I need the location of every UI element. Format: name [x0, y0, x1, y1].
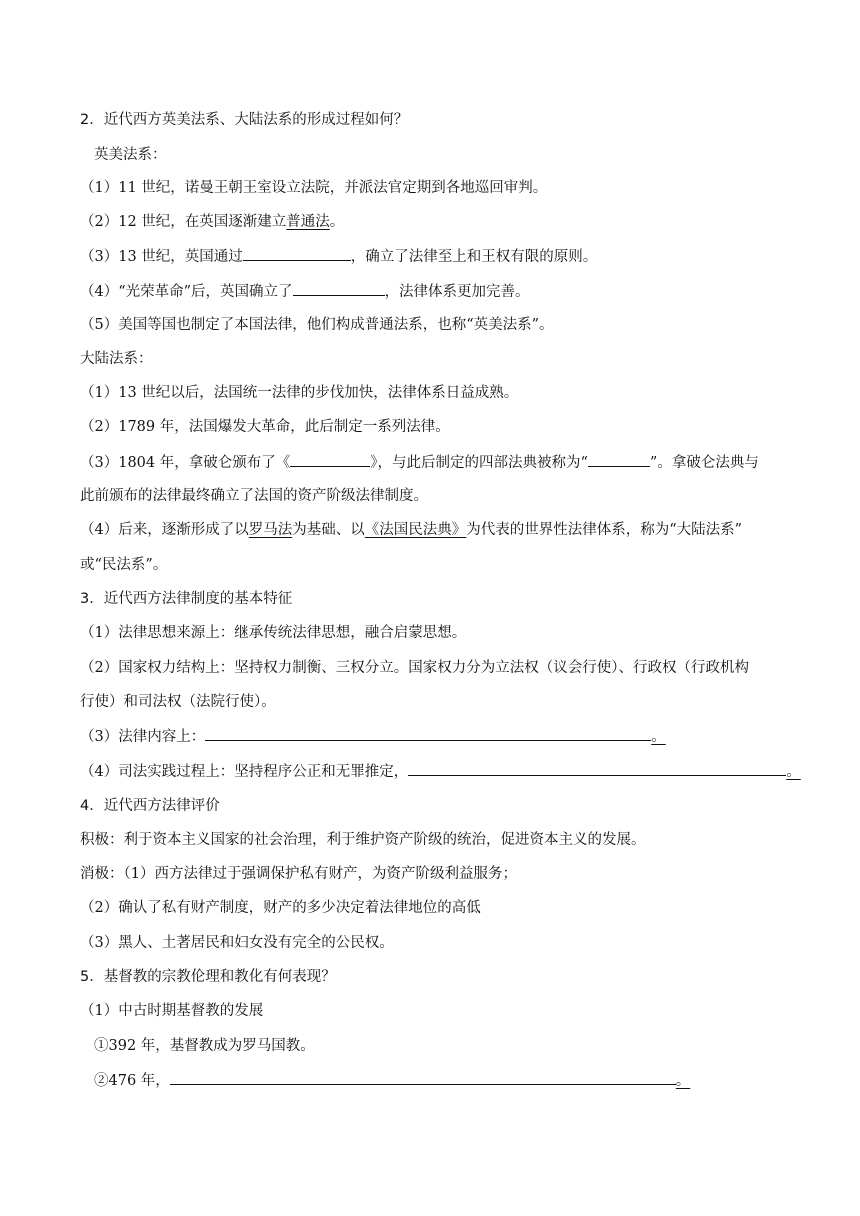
- dalu-item-3: （3）1804 年，拿破仑颁布了《 》，与此后制定的四部法典被称为“ ”。拿破仑法典与: [80, 452, 790, 473]
- q3-title: 3．近代西方法律制度的基本特征: [80, 591, 293, 607]
- yingmei-item-1: （1）11 世纪，诺曼王朝王室设立法院，并派法官定期到各地巡回审判。: [80, 180, 548, 196]
- fill-blank: [205, 726, 651, 741]
- q4-negative-2: （2）确认了私有财产制度，财产的多少决定着法律地位的高低: [80, 900, 481, 916]
- underlined-term: 罗马法: [248, 522, 293, 538]
- q4-positive: 积极：利于资本主义国家的社会治理，利于维护资产阶级的统治，促进资本主义的发展。: [80, 832, 646, 848]
- dalu-item-4-cont: 或“民法系”。: [80, 557, 168, 573]
- q3-item-1: （1）法律思想来源上：继承传统法律思想，融合启蒙思想。: [80, 625, 467, 641]
- yingmei-label: 英美法系：: [94, 147, 167, 163]
- dalu-item-1: （1）13 世纪以后，法国统一法律的步伐加快，法律体系日益成熟。: [80, 385, 519, 401]
- yingmei-item-4: （4）“光荣革命”后，英国确立了 ，法律体系更加完善。: [80, 281, 790, 302]
- yingmei-item-3: （3）13 世纪，英国通过 ，确立了法律至上和王权有限的原则。: [80, 246, 790, 267]
- dalu-label: 大陆法系：: [80, 351, 153, 367]
- q5-item-2: ②476 年， 。: [94, 1070, 804, 1091]
- fill-blank: [293, 281, 385, 296]
- q4-negative-1: 消极：（1）西方法律过于强调保护私有财产，为资产阶级利益服务；: [80, 866, 517, 882]
- dalu-item-2: （2）1789 年，法国爆发大革命，此后制定一系列法律。: [80, 419, 450, 435]
- q3-item-4: （4）司法实践过程上：坚持程序公正和无罪推定， 。: [80, 761, 790, 782]
- dalu-item-4: （4）后来，逐渐形成了以罗马法为基础、以《法国民法典》为代表的世界性法律体系，称为“大陆法系”: [80, 522, 743, 538]
- fill-blank: [243, 246, 351, 261]
- q5-item-1: ①392 年，基督教成为罗马国教。: [94, 1038, 315, 1054]
- fill-blank: [170, 1070, 676, 1085]
- fill-blank: [588, 452, 650, 467]
- yingmei-item-2: （2）12 世纪，在英国逐渐建立普通法。: [80, 214, 345, 230]
- yingmei-item-5: （5）美国等国也制定了本国法律，他们构成普通法系，也称“英美法系”。: [80, 317, 554, 333]
- fill-blank: [290, 452, 370, 467]
- q4-title: 4．近代西方法律评价: [80, 798, 220, 814]
- q3-item-2: （2）国家权力结构上：坚持权力制衡、三权分立。国家权力分为立法权（议会行使）、行政权（行政机构: [80, 660, 749, 676]
- underlined-term: 普通法: [286, 214, 330, 230]
- q5-title: 5．基督教的宗教伦理和教化有何表现？: [80, 969, 336, 985]
- fill-blank: [408, 761, 786, 776]
- q3-item-2-cont: 行使）和司法权（法院行使）。: [80, 694, 276, 710]
- q5-sub-1: （1）中古时期基督教的发展: [80, 1003, 264, 1019]
- underlined-term: 《法国民法典》: [364, 522, 467, 538]
- q2-title: 2．近代西方英美法系、大陆法系的形成过程如何？: [80, 112, 409, 128]
- q3-item-3: （3）法律内容上： 。: [80, 726, 790, 747]
- q4-negative-3: （3）黑人、土著居民和妇女没有完全的公民权。: [80, 935, 394, 951]
- dalu-item-3-cont: 此前颁布的法律最终确立了法国的资产阶级法律制度。: [80, 488, 428, 504]
